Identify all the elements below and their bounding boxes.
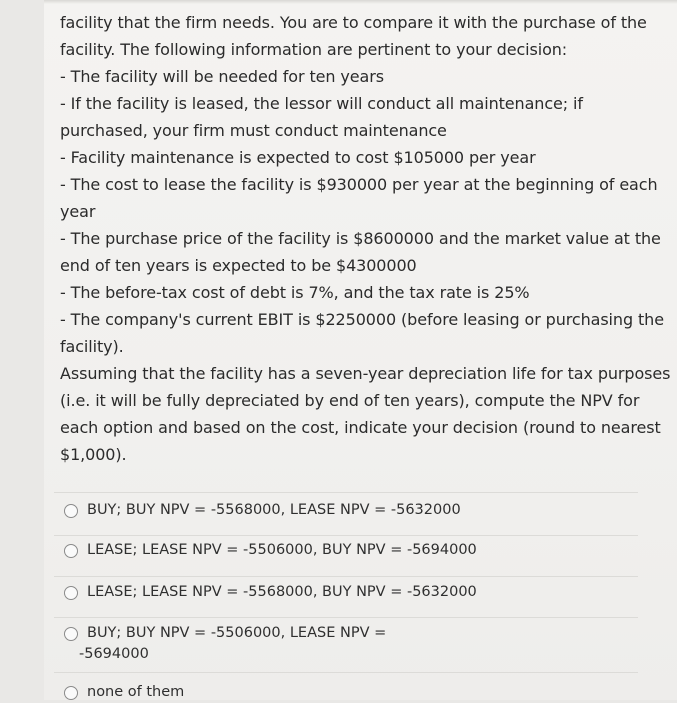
question-line: purchased, your firm must conduct maintenance bbox=[60, 121, 447, 140]
option-label: none of them bbox=[87, 684, 185, 700]
radio-button-icon[interactable] bbox=[64, 544, 78, 558]
option-divider bbox=[54, 617, 638, 618]
option-label: BUY; BUY NPV = -5506000, LEASE NPV = bbox=[87, 625, 387, 641]
question-line: facility). bbox=[60, 337, 124, 356]
option-divider bbox=[54, 535, 638, 536]
answer-option-4[interactable] bbox=[64, 623, 487, 665]
radio-button-icon[interactable] bbox=[64, 504, 78, 518]
question-line: end of ten years is expected to be $4300000 bbox=[60, 256, 417, 275]
radio-button-icon[interactable] bbox=[64, 686, 78, 700]
card-top-edge bbox=[44, 0, 677, 4]
answer-option-3[interactable] bbox=[64, 582, 487, 603]
question-line: year bbox=[60, 202, 96, 221]
question-line: (i.e. it will be fully depreciated by end of ten years), compute the NPV for bbox=[60, 391, 640, 410]
radio-button-icon[interactable] bbox=[64, 586, 78, 600]
radio-button-icon[interactable] bbox=[64, 627, 78, 641]
option-label: LEASE; LEASE NPV = -5568000, BUY NPV = -5632000 bbox=[87, 584, 477, 600]
option-divider bbox=[54, 492, 638, 493]
question-line: facility that the firm needs. You are to compare it with the purchase of the bbox=[60, 13, 647, 32]
question-line: - The purchase price of the facility is $8600000 and the market value at the bbox=[60, 229, 661, 248]
question-line: each option and based on the cost, indicate your decision (round to nearest bbox=[60, 418, 661, 437]
answer-option-2[interactable] bbox=[64, 540, 487, 561]
question-line: Assuming that the facility has a seven-year depreciation life for tax purposes bbox=[60, 364, 671, 383]
option-label: BUY; BUY NPV = -5568000, LEASE NPV = -5632000 bbox=[87, 502, 461, 518]
answer-option-1[interactable] bbox=[64, 500, 487, 521]
question-line: - The company's current EBIT is $2250000 (before leasing or purchasing the bbox=[60, 310, 664, 329]
option-label: LEASE; LEASE NPV = -5506000, BUY NPV = -5694000 bbox=[87, 542, 477, 558]
question-text bbox=[60, 9, 671, 468]
option-divider bbox=[54, 576, 638, 577]
question-line: $1,000). bbox=[60, 445, 127, 464]
question-line: - The facility will be needed for ten years bbox=[60, 67, 384, 86]
question-line: - Facility maintenance is expected to cost $105000 per year bbox=[60, 148, 536, 167]
question-line: - The cost to lease the facility is $930000 per year at the beginning of each bbox=[60, 175, 658, 194]
question-line: - If the facility is leased, the lessor will conduct all maintenance; if bbox=[60, 94, 583, 113]
question-line: facility. The following information are pertinent to your decision: bbox=[60, 40, 568, 59]
option-label-continued: -5694000 bbox=[79, 646, 149, 662]
option-divider bbox=[54, 672, 638, 673]
question-line: - The before-tax cost of debt is 7%, and the tax rate is 25% bbox=[60, 283, 530, 302]
